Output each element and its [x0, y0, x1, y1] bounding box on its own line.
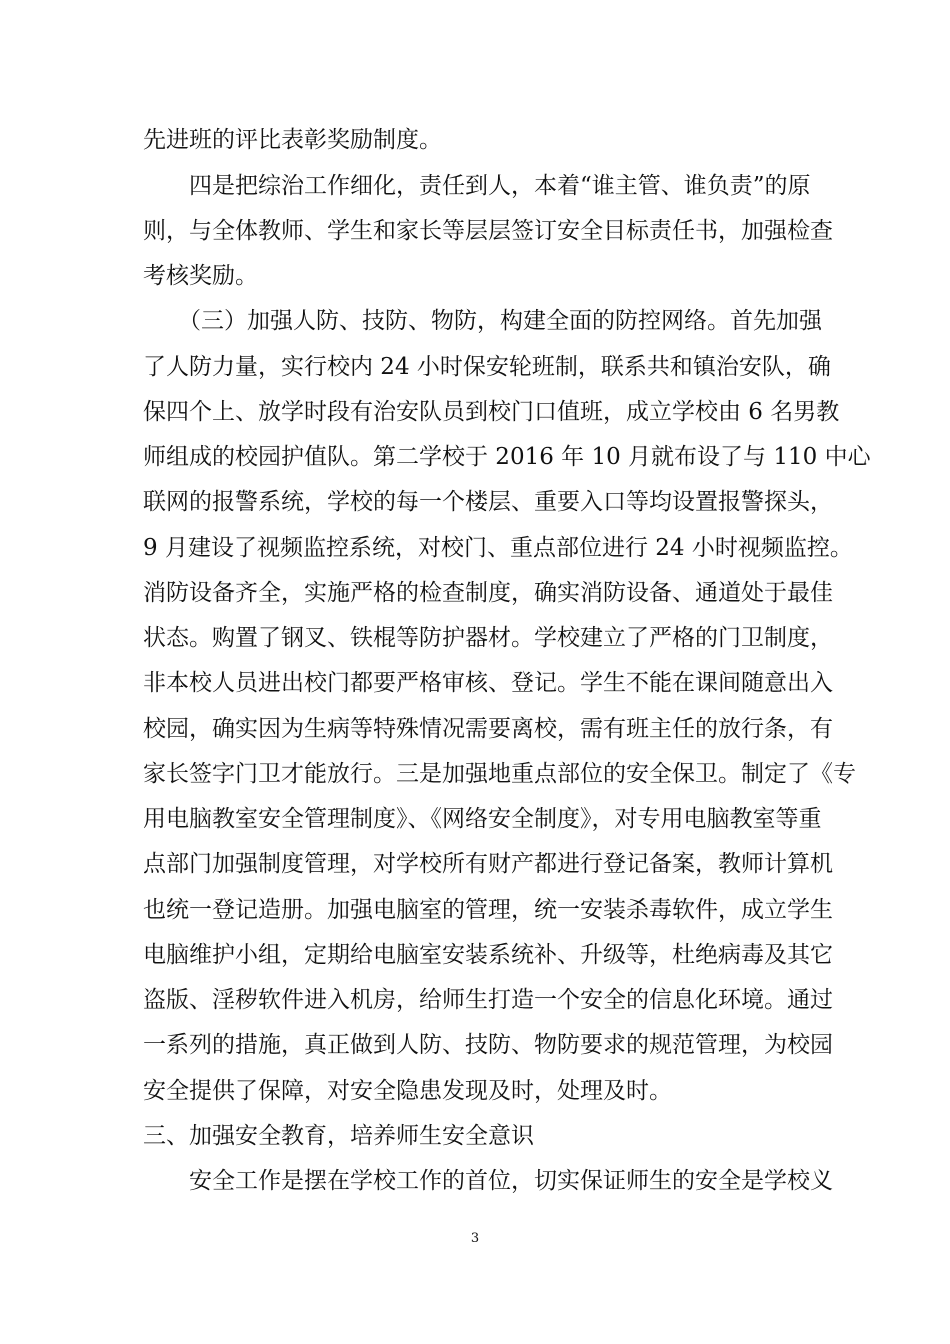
text-line: 考核奖励。 [143, 263, 258, 289]
text-line: 了人防力量，实行校内 24 小时保安轮班制，联系共和镇治安队，确 [143, 354, 831, 380]
section-heading: 三、加强安全教育，培养师生安全意识 [143, 1123, 534, 1149]
text-line: 家长签字门卫才能放行。三是加强地重点部位的安全保卫。制定了《专 [143, 761, 856, 787]
text-line: 师组成的校园护值队。第二学校于 2016 年 10 月就布设了与 110 中心 [143, 444, 871, 470]
text-line: 保四个上、放学时段有治安队员到校门口值班，成立学校由 6 名男教 [143, 399, 840, 425]
text-line: 用电脑教室安全管理制度》、《网络安全制度》，对专用电脑教室等重 [143, 806, 822, 832]
text-line: 校园，确实因为生病等特殊情况需要离校，需有班主任的放行条，有 [143, 716, 833, 742]
text-line: 点部门加强制度管理，对学校所有财产都进行登记备案，教师计算机 [143, 851, 833, 877]
text-line: 消防设备齐全，实施严格的检查制度，确实消防设备、通道处于最佳 [143, 580, 833, 606]
text-line: 则，与全体教师、学生和家长等层层签订安全目标责任书，加强检查 [143, 218, 833, 244]
text-line: 安全提供了保障，对安全隐患发现及时，处理及时。 [143, 1078, 672, 1104]
text-line: 也统一登记造册。加强电脑室的管理，统一安装杀毒软件，成立学生 [143, 897, 833, 923]
page-number: 3 [470, 1231, 480, 1246]
text-line: 9 月建设了视频监控系统，对校门、重点部位进行 24 小时视频监控。 [143, 535, 853, 561]
text-line: 四是把综治工作细化，责任到人，本着“谁主管、谁负责”的原 [189, 173, 811, 199]
text-line: 安全工作是摆在学校工作的首位，切实保证师生的安全是学校义 [189, 1168, 833, 1194]
text-line: 非本校人员进出校门都要严格审核、登记。学生不能在课间随意出入 [143, 670, 833, 696]
text-line: 状态。购置了钢叉、铁棍等防护器材。学校建立了严格的门卫制度， [143, 625, 833, 651]
text-line: 盗版、淫秽软件进入机房，给师生打造一个安全的信息化环境。通过 [143, 987, 833, 1013]
text-line: 电脑维护小组，定期给电脑室安装系统补、升级等，杜绝病毒及其它 [143, 942, 833, 968]
text-line: 联网的报警系统，学校的每一个楼层、重要入口等均设置报警探头， [143, 489, 833, 515]
text-line: 一系列的措施，真正做到人防、技防、物防要求的规范管理，为校园 [143, 1032, 833, 1058]
text-line: 先进班的评比表彰奖励制度。 [143, 127, 442, 153]
section-heading: （三）加强人防、技防、物防，构建全面的防控网络。首先加强 [178, 308, 822, 334]
